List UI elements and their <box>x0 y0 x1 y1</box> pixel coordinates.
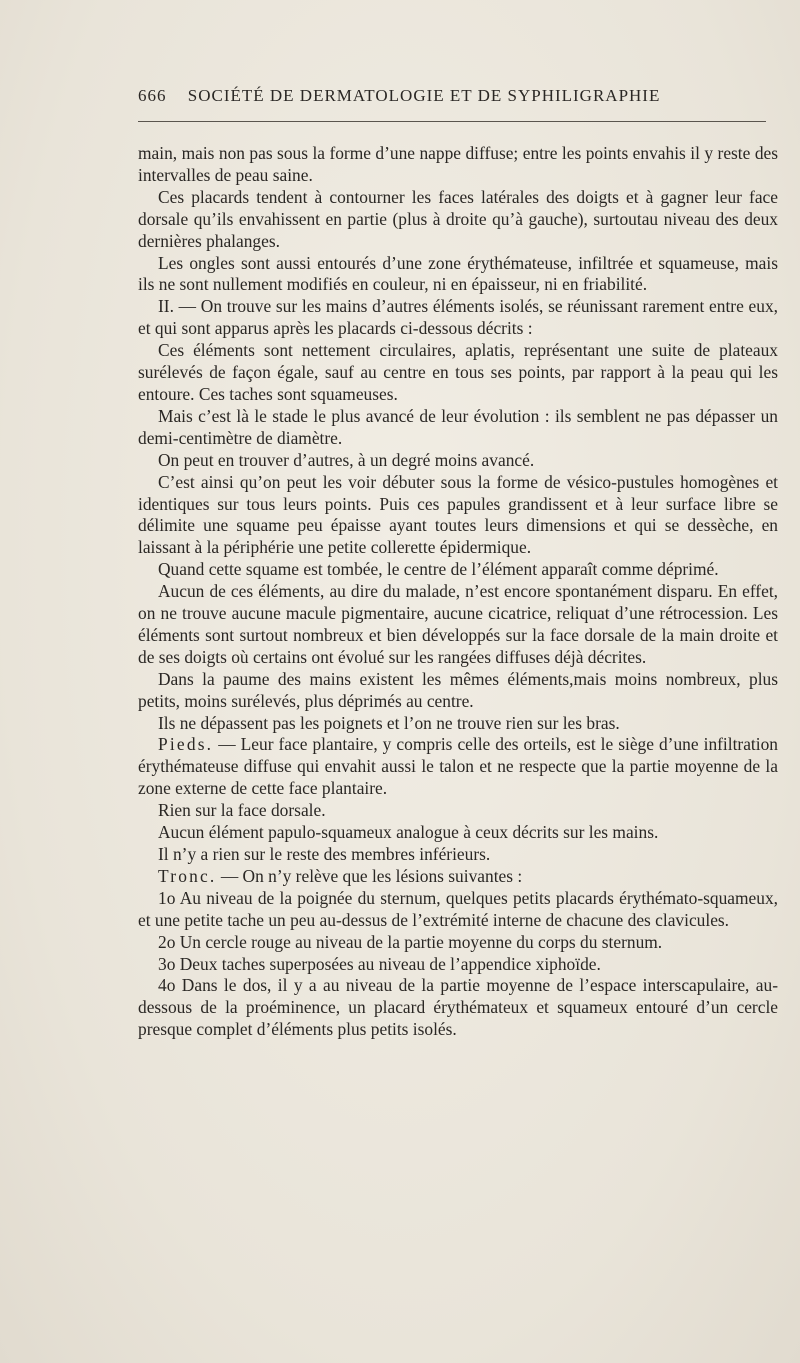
paragraph: On peut en trouver d’autres, à un degré moins avancé. <box>158 449 535 470</box>
running-title: SOCIÉTÉ DE DERMATOLOGIE ET DE SYPHILIGRAPHIE <box>187 86 661 105</box>
paragraph: Ces placards tendent à contourner les faces latérales des doigts et à gagner leur face dorsale qu’ils envahissent en partie (plus à droite qu’à gauche), surtoutau niveau des deux dernières phalanges. <box>138 186 778 251</box>
section-label-pieds: Pieds. <box>158 734 214 755</box>
header-rule <box>138 121 766 122</box>
paragraph: Mais c’est là le stade le plus avancé de leur évolution : ils semblent ne pas dépasser un demi-centimètre de diamètre. <box>138 405 778 448</box>
paragraph: Aucun élément papulo-squameux analogue à ceux décrits sur les mains. <box>158 822 659 843</box>
paragraph: main, mais non pas sous la forme d’une nappe diffuse; entre les points envahis il y reste des intervalles de peau saine. <box>138 143 778 185</box>
paragraph-pieds <box>138 734 778 800</box>
page-number: 666 <box>138 86 167 105</box>
paragraph-tronc <box>138 866 778 888</box>
section-label-tronc: Tronc. <box>158 865 217 886</box>
paragraph: Quand cette squame est tombée, le centre de l’élément apparaît comme déprimé. <box>158 559 719 580</box>
list-item: 3o Deux taches superposées au niveau de l’appendice xiphoïde. <box>158 953 601 974</box>
paragraph: Ils ne dépassent pas les poignets et l’on ne trouve rien sur les bras. <box>158 712 620 733</box>
paragraph: Ces éléments sont nettement circulaires, aplatis, représentant une suite de plateaux surélevés de façon égale, sauf au centre en tous ses points, par rapport à la peau qui les entoure. Ces taches sont squameuses. <box>138 340 778 404</box>
list-item: 1o Au niveau de la poignée du sternum, quelques petits placards érythémato-squameux, et une petite tache un peu au-dessus de l’extrémité interne de chacune des clavicules. <box>138 887 778 930</box>
body-text <box>138 143 778 1041</box>
pieds-text: — Leur face plantaire, y compris celle des orteils, est le siège d’une infiltration érythémateuse diffuse qui envahit aussi le talon et ne respecte que la partie moyenne de la zone externe de cette face plantaire. <box>138 734 778 799</box>
paragraph: Rien sur la face dorsale. <box>158 800 326 821</box>
list-item: 4o Dans le dos, il y a au niveau de la partie moyenne de l’espace interscapulaire, au-dessous de la proéminence, un placard érythémateux et squameux entouré d’un cercle presque complet d’éléments plus petits isolés. <box>138 975 778 1040</box>
paragraph: Les ongles sont aussi entourés d’une zone érythémateuse, infiltrée et squameuse, mais ils ne sont nullement modifiés en couleur, ni en épaisseur, ni en friabilité. <box>138 252 778 295</box>
paragraph: Dans la paume des mains existent les mêmes éléments,mais moins nombreux, plus petits, moins surélevés, plus déprimés au centre. <box>138 668 778 711</box>
list-item: 2o Un cercle rouge au niveau de la partie moyenne du corps du sternum. <box>158 931 663 952</box>
paragraph: Il n’y a rien sur le reste des membres inférieurs. <box>158 844 491 864</box>
paragraph: C’est ainsi qu’on peut les voir débuter sous la forme de vésico-pustules homogènes et identiques sur tous leurs points. Puis ces papules grandissent et à leur surface libre se délimite une squame peu épaisse ayant toutes leurs dimensions et qui se dessèche, en laissant à la périphérie une petite collerette épidermique. <box>138 471 778 558</box>
running-header <box>138 86 778 106</box>
tronc-text: — On n’y relève que les lésions suivantes : <box>216 865 523 886</box>
paragraph: II. — On trouve sur les mains d’autres éléments isolés, se réunissant rarement entre eux, et qui sont apparus après les placards ci-dessous décrits : <box>138 296 778 339</box>
paragraph: Aucun de ces éléments, au dire du malade, n’est encore spontanément disparu. En effet, on ne trouve aucune macule pigmentaire, aucune cicatrice, reliquat d’une rétrocession. Les éléments sont surtout nombreux et bien développés sur la face dorsale de la main droite et de ses doigts où certains ont évolué sur les rangées diffuses déjà décrites. <box>138 581 778 667</box>
